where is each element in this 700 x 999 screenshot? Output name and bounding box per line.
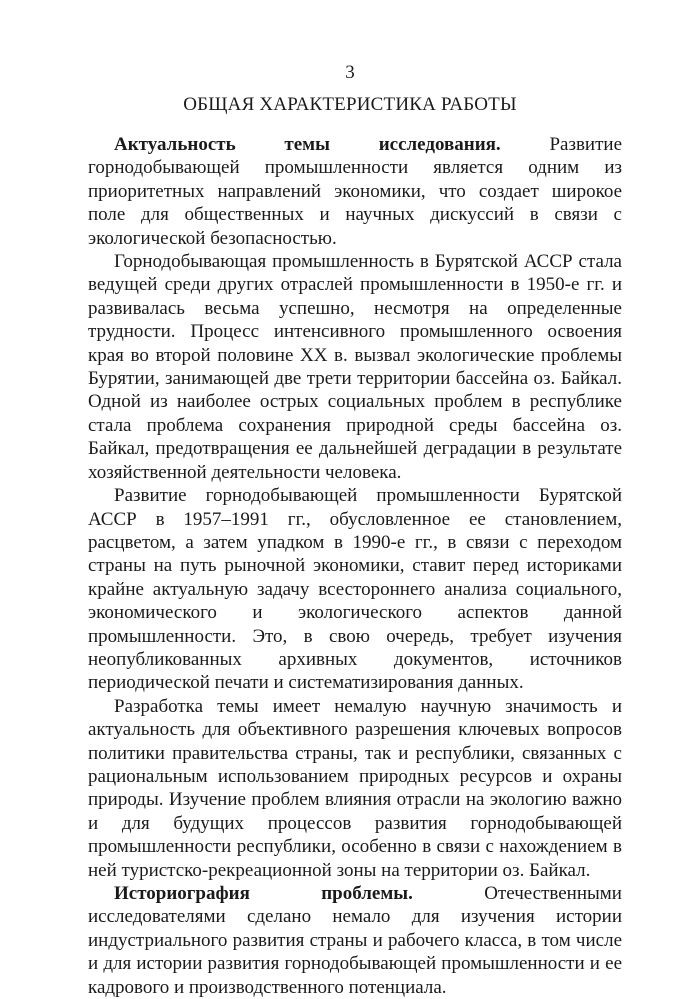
paragraph-relevance — [88, 133, 622, 250]
paragraph-heading: Актуальность темы исследования. — [114, 134, 501, 155]
paragraph-mining-industry — [88, 250, 622, 484]
paragraph-text: Разработка темы имеет немалую научную значимость и актуальность для объективного разрешения ключевых вопросов политики правительства страны, так и республики, связанных с рациональным использованием природных ресурсов и охраны природы. Изучение проблем влияния отрасли на экологию важно и для будущих процессов развития горнодобывающей промышленности республики, особенно в связи с нахождением в ней туристско-рекреационной зоны на территории оз. Байкал. — [88, 695, 622, 881]
section-title: ОБЩАЯ ХАРАКТЕРИСТИКА РАБОТЫ — [183, 94, 517, 115]
body-text — [88, 133, 622, 999]
page-number: 3 — [345, 62, 355, 83]
paragraph-significance — [88, 695, 622, 882]
paragraph-text: Развитие горнодобывающей промышленности Бурятской АССР в 1957–1991 гг., обусловленное ее становлением, расцветом, а затем упадком в 1990-е гг., в связи с переходом страны на путь рыночной экономики, ставит перед историками крайне актуальную задачу всестороннего анализа социального, экономического и экологического аспектов данной промышленности. Это, в свою очередь, требует изучения неопубликованных архивных документов, источников периодической печати и систематизирования данных. — [88, 485, 622, 694]
paragraph-text: Горнодобывающая промышленность в Бурятской АССР стала ведущей среди других отраслей промышленности в 1950-е гг. и развивалась весьма успешно, несмотря на определенные трудности. Процесс интенсивного промышленного освоения края во второй половине XX в. вызвал экологические проблемы Бурятии, занимающей две трети территории бассейна оз. Байкал. Одной из наиболее острых социальных проблем в республике стала проблема сохранения природной среды бассейна оз. Байкал, предотвращения ее дальнейшей деградации в результате хозяйственной деятельности человека. — [88, 251, 622, 483]
paragraph-text: Отечественными исследователями сделано немало для изучения истории индустриального развития страны и рабочего класса, в том числе и для истории развития горнодобывающей промышленности и ее кадрового и производственного потенциала. — [88, 883, 622, 998]
paragraph-heading: Историография проблемы. — [114, 883, 413, 904]
paragraph-historiography — [88, 882, 622, 999]
paragraph-development — [88, 484, 622, 695]
paragraph-text: Развитие горнодобывающей промышленности является одним из приоритетных направлений экономики, что создает широкое поле для общественных и научных дискуссий в связи с экологической безопасностью. — [88, 134, 622, 249]
